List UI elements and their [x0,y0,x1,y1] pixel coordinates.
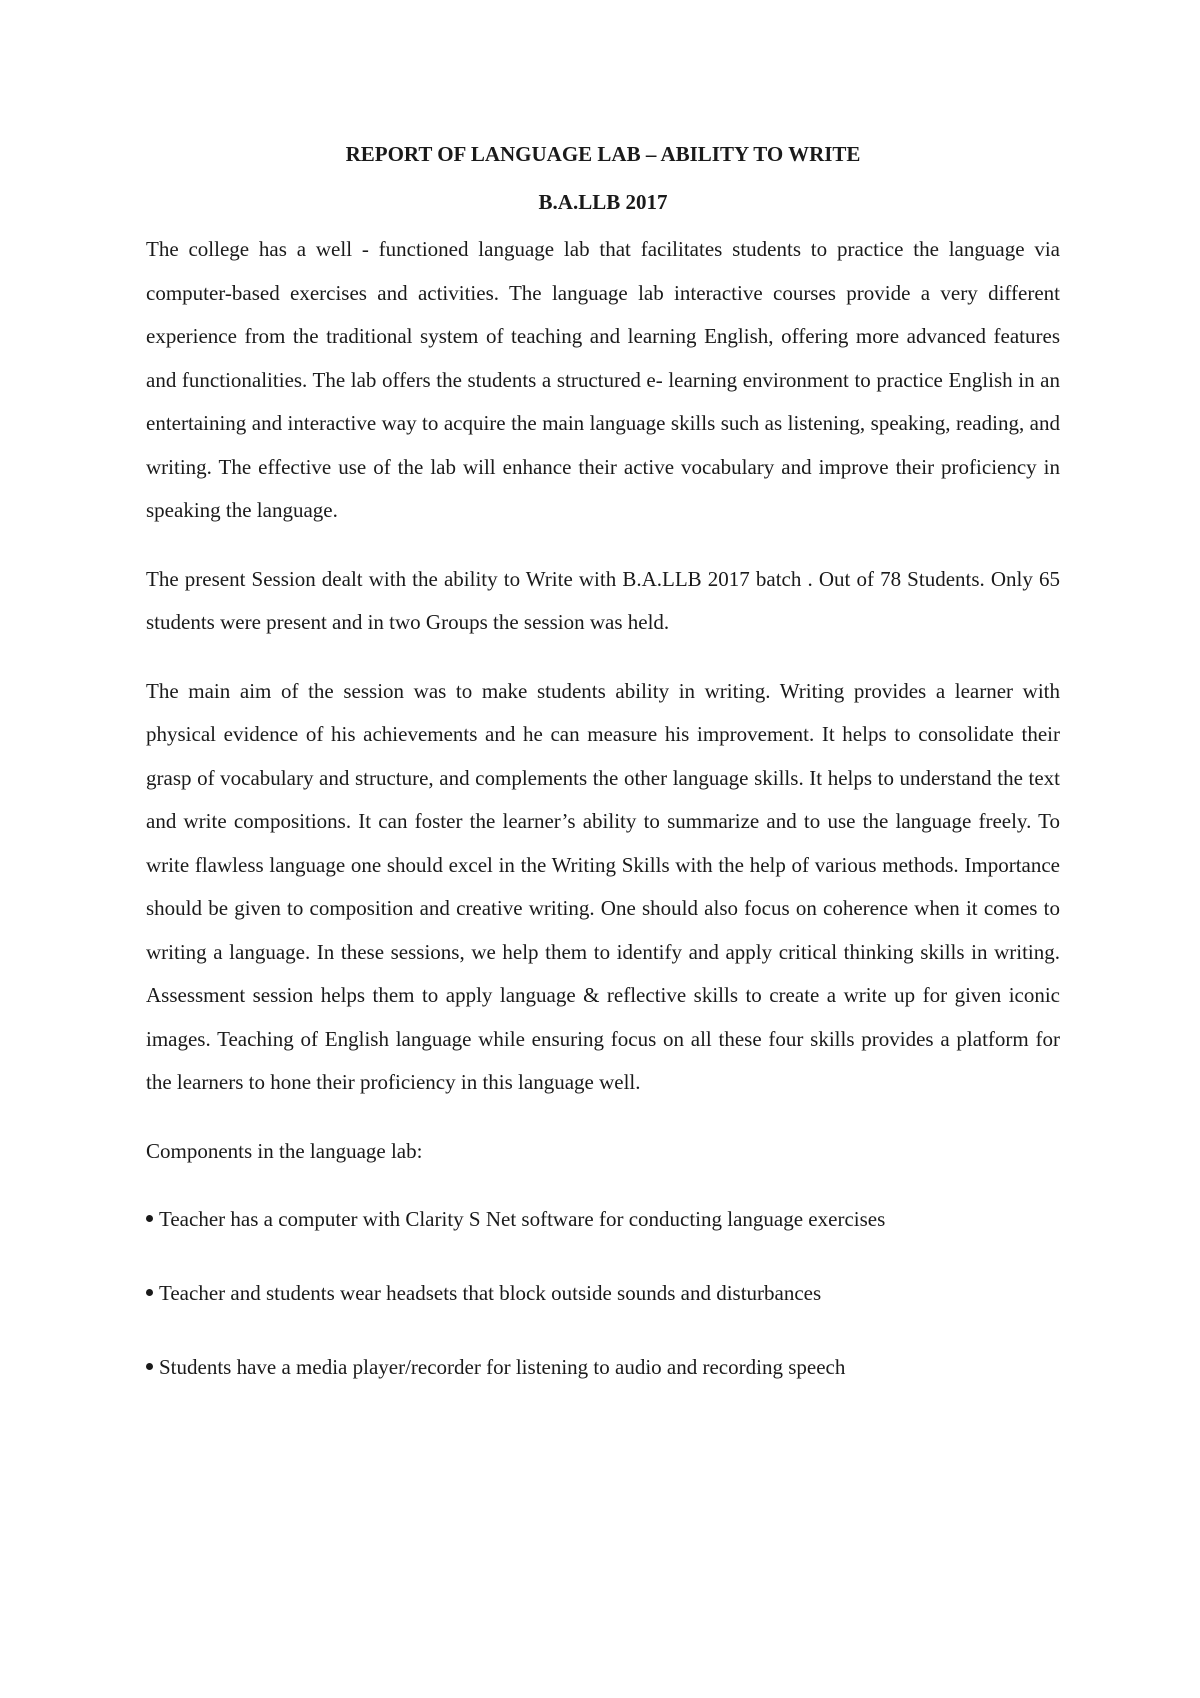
list-item [146,1353,1060,1381]
aim-paragraph: The main aim of the session was to make students ability in writing. Writing provides a learner with physical evidence of his achievements and he can measure his improvement. It helps to consolidate their grasp of vocabulary and structure, and complements the other language skills. It helps to understand the text and write compositions. It can foster the learner’s ability to summarize and to use the language freely. To write flawless language one should excel in the Writing Skills with the help of various methods. Importance should be given to composition and creative writing. One should also focus on coherence when it comes to writing a language. In these sessions, we help them to identify and apply critical thinking skills in writing. Assessment session helps them to apply language & reflective skills to create a write up for given iconic images. Teaching of English language while ensuring focus on all these four skills provides a platform for the learners to hone their proficiency in this language well. [146,678,1060,1094]
bullet-icon [146,1363,153,1370]
list-item-text: Teacher and students wear headsets that block outside sounds and disturbances [159,1280,822,1305]
intro-paragraph: The college has a well - functioned language lab that facilitates students to practice the language via computer-based exercises and activities. The language lab interactive courses provide a very different experience from the traditional system of teaching and learning English, offering more advanced features and functionalities. The lab offers the students a structured e- learning environment to practice English in an entertaining and interactive way to acquire the main language skills such as listening, speaking, reading, and writing. The effective use of the lab will enhance their active vocabulary and improve their proficiency in speaking the language. [146,237,1060,522]
session-paragraph: The present Session dealt with the ability to Write with B.A.LLB 2017 batch . Out of 78 Students. Only 65 students were present and in two Groups the session was held. [146,566,1060,634]
list-item [146,1205,1060,1233]
list-item-text: Teacher has a computer with Clarity S Net software for conducting language exercises [159,1206,886,1231]
bullet-icon [146,1215,153,1222]
components-list [146,1205,1060,1381]
list-item [146,1279,1060,1307]
report-title: REPORT OF LANGUAGE LAB – ABILITY TO WRITE [345,142,861,166]
batch-subtitle: B.A.LLB 2017 [538,190,668,214]
bullet-icon [146,1289,153,1296]
components-heading: Components in the language lab: [146,1138,423,1163]
list-item-text: Students have a media player/recorder for listening to audio and recording speech [159,1354,846,1379]
document-body [146,140,1060,1381]
